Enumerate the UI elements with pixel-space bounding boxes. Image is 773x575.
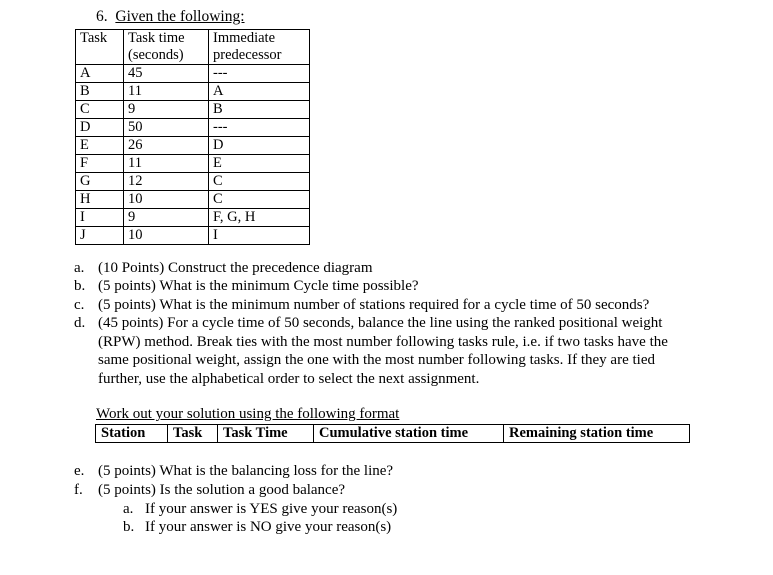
part-a-text: (10 Points) Construct the precedence diagram	[98, 260, 373, 276]
sub-part-b-label: b.	[123, 519, 135, 535]
time-cell: 9	[124, 101, 209, 119]
part-f-label: f.	[74, 482, 83, 498]
part-e-label: e.	[74, 463, 85, 479]
sub-part-b	[123, 518, 391, 536]
pred-cell: C	[209, 173, 310, 191]
table-row	[76, 101, 310, 119]
sub-part-a-label: a.	[123, 501, 134, 517]
header-predecessor-line2: predecessor	[213, 47, 282, 63]
task-cell: J	[76, 227, 124, 245]
part-a-label: a.	[74, 260, 85, 276]
format-col-remaining-time: Remaining station time	[504, 425, 690, 443]
pred-cell: C	[209, 191, 310, 209]
task-cell: E	[76, 137, 124, 155]
question-heading	[96, 8, 245, 26]
header-task: Task	[76, 30, 124, 65]
table-row	[76, 119, 310, 137]
question-number: 6.	[96, 8, 108, 25]
time-cell: 10	[124, 227, 209, 245]
pred-cell: A	[209, 83, 310, 101]
time-cell: 26	[124, 137, 209, 155]
part-a	[74, 259, 698, 278]
header-predecessor	[209, 30, 310, 65]
time-cell: 50	[124, 119, 209, 137]
format-caption: Work out your solution using the following format	[96, 406, 400, 422]
task-cell: G	[76, 173, 124, 191]
format-col-task: Task	[168, 425, 218, 443]
task-cell: A	[76, 65, 124, 83]
format-header-row	[96, 425, 690, 443]
table-row	[76, 65, 310, 83]
time-cell: 10	[124, 191, 209, 209]
header-task-time	[124, 30, 209, 65]
format-col-task-time: Task Time	[218, 425, 314, 443]
task-table	[75, 29, 310, 245]
task-cell: H	[76, 191, 124, 209]
table-row	[76, 83, 310, 101]
table-row	[76, 227, 310, 245]
pred-cell: I	[209, 227, 310, 245]
pred-cell: D	[209, 137, 310, 155]
part-e	[74, 462, 698, 481]
part-d	[74, 314, 698, 388]
question-heading-text: Given the following:	[115, 8, 245, 25]
time-cell: 11	[124, 155, 209, 173]
table-row	[76, 209, 310, 227]
table-row	[76, 191, 310, 209]
table-row	[76, 155, 310, 173]
pred-cell: ---	[209, 65, 310, 83]
part-b	[74, 277, 698, 296]
table-row	[76, 137, 310, 155]
format-col-station: Station	[96, 425, 168, 443]
part-c-label: c.	[74, 297, 85, 313]
header-predecessor-line1: Immediate	[213, 30, 276, 46]
format-col-cumulative-time: Cumulative station time	[314, 425, 504, 443]
sub-part-b-text: If your answer is NO give your reason(s)	[145, 519, 392, 535]
header-task-time-line2: (seconds)	[128, 47, 184, 63]
sub-part-a-text: If your answer is YES give your reason(s)	[145, 501, 398, 517]
pred-cell: B	[209, 101, 310, 119]
sub-part-a	[123, 500, 397, 518]
part-b-text: (5 points) What is the minimum Cycle time possible?	[98, 278, 419, 294]
time-cell: 12	[124, 173, 209, 191]
part-e-text: (5 points) What is the balancing loss for the line?	[98, 463, 394, 479]
part-d-label: d.	[74, 315, 86, 331]
time-cell: 45	[124, 65, 209, 83]
task-cell: F	[76, 155, 124, 173]
pred-cell: ---	[209, 119, 310, 137]
part-f	[74, 481, 698, 500]
table-row	[76, 173, 310, 191]
task-cell: C	[76, 101, 124, 119]
header-task-time-line1: Task time	[128, 30, 185, 46]
task-cell: D	[76, 119, 124, 137]
task-cell: I	[76, 209, 124, 227]
part-c	[74, 296, 698, 315]
task-cell: B	[76, 83, 124, 101]
pred-cell: F, G, H	[209, 209, 310, 227]
part-d-text: (45 points) For a cycle time of 50 seconds, balance the line using the ranked positional weight (RPW) method. Break ties with the most number following tasks rule, i.e. if two tasks have the same positional weight, assign the one with the most number following tasks. If they are tied further, use the alphabetical order to select the next assignment.	[98, 315, 668, 387]
time-cell: 11	[124, 83, 209, 101]
pred-cell: E	[209, 155, 310, 173]
part-f-text: (5 points) Is the solution a good balance?	[98, 482, 346, 498]
task-table-header	[76, 30, 310, 65]
part-c-text: (5 points) What is the minimum number of stations required for a cycle time of 50 seconds?	[98, 297, 650, 313]
part-b-label: b.	[74, 278, 86, 294]
time-cell: 9	[124, 209, 209, 227]
format-table	[95, 424, 690, 443]
